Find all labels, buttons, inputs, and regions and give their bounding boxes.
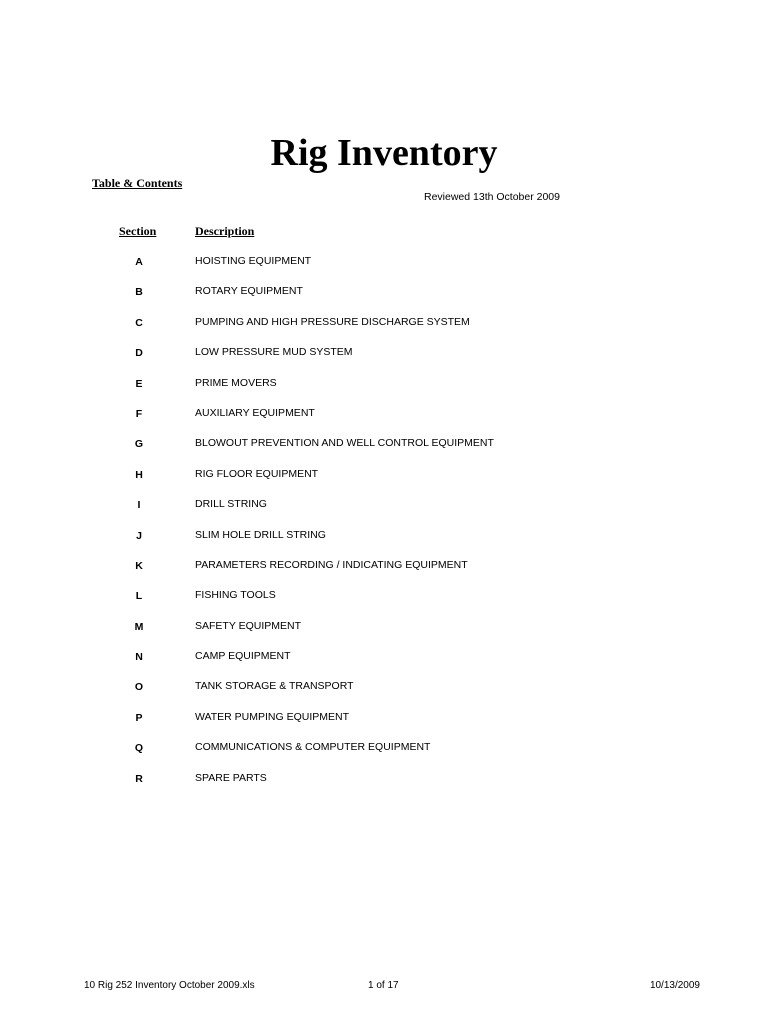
section-description: WATER PUMPING EQUIPMENT (195, 710, 350, 723)
contents-row (0, 672, 768, 702)
contents-row (0, 338, 768, 368)
section-letter: H (135, 468, 143, 481)
section-letter: B (135, 286, 143, 299)
contents-row (0, 308, 768, 338)
section-description: TANK STORAGE & TRANSPORT (195, 680, 354, 693)
section-description: COMMUNICATIONS & COMPUTER EQUIPMENT (195, 741, 431, 754)
section-letter: I (137, 499, 141, 512)
contents-row (0, 399, 768, 429)
section-letter: F (135, 407, 143, 420)
section-description: FISHING TOOLS (195, 589, 276, 602)
contents-row (0, 733, 768, 763)
reviewed-date: Reviewed 13th October 2009 (423, 191, 560, 203)
section-description: SPARE PARTS (195, 771, 267, 784)
contents-row (0, 551, 768, 581)
contents-row (0, 581, 768, 611)
contents-row (0, 369, 768, 399)
section-description: ROTARY EQUIPMENT (195, 285, 303, 298)
contents-row (0, 612, 768, 642)
section-letter: P (135, 711, 143, 724)
section-description: AUXILIARY EQUIPMENT (195, 406, 315, 419)
section-letter: G (134, 438, 144, 451)
section-description: PARAMETERS RECORDING / INDICATING EQUIPMENT (195, 558, 468, 571)
section-letter: Q (134, 742, 144, 755)
section-letter: N (135, 651, 143, 664)
section-description: LOW PRESSURE MUD SYSTEM (195, 346, 353, 359)
section-column-header: Section (119, 224, 157, 238)
contents-list (0, 247, 768, 794)
section-description: PUMPING AND HIGH PRESSURE DISCHARGE SYSTEM (195, 315, 470, 328)
contents-row (0, 460, 768, 490)
contents-row (0, 490, 768, 520)
contents-row (0, 277, 768, 307)
section-letter: O (134, 681, 144, 694)
section-description: HOISTING EQUIPMENT (195, 255, 312, 267)
contents-row (0, 521, 768, 551)
section-letter: J (136, 529, 142, 542)
section-description: DRILL STRING (195, 498, 267, 511)
footer-date: 10/13/2009 (649, 980, 700, 991)
section-letter: L (135, 590, 143, 603)
page-title: Rig Inventory (270, 132, 498, 174)
footer-filename: 10 Rig 252 Inventory October 2009.xls (84, 980, 255, 991)
section-description: SLIM HOLE DRILL STRING (195, 528, 326, 541)
section-letter: E (135, 377, 143, 390)
contents-row (0, 429, 768, 459)
section-letter: R (135, 772, 143, 785)
footer-page-number: 1 of 17 (368, 980, 399, 991)
contents-row (0, 764, 768, 794)
section-letter: D (135, 347, 143, 360)
section-letter: M (134, 620, 144, 633)
section-description: SAFETY EQUIPMENT (195, 619, 301, 632)
contents-row (0, 642, 768, 672)
table-of-contents-label: Table & Contents (92, 176, 183, 190)
section-letter: C (135, 316, 143, 329)
section-letter: K (135, 559, 143, 572)
section-description: RIG FLOOR EQUIPMENT (195, 467, 319, 480)
contents-row (0, 247, 768, 277)
section-description: CAMP EQUIPMENT (195, 650, 291, 663)
description-column-header: Description (195, 224, 255, 238)
contents-row (0, 703, 768, 733)
section-description: PRIME MOVERS (195, 376, 277, 389)
section-letter: A (135, 256, 143, 268)
section-description: BLOWOUT PREVENTION AND WELL CONTROL EQUIPMENT (195, 437, 494, 450)
